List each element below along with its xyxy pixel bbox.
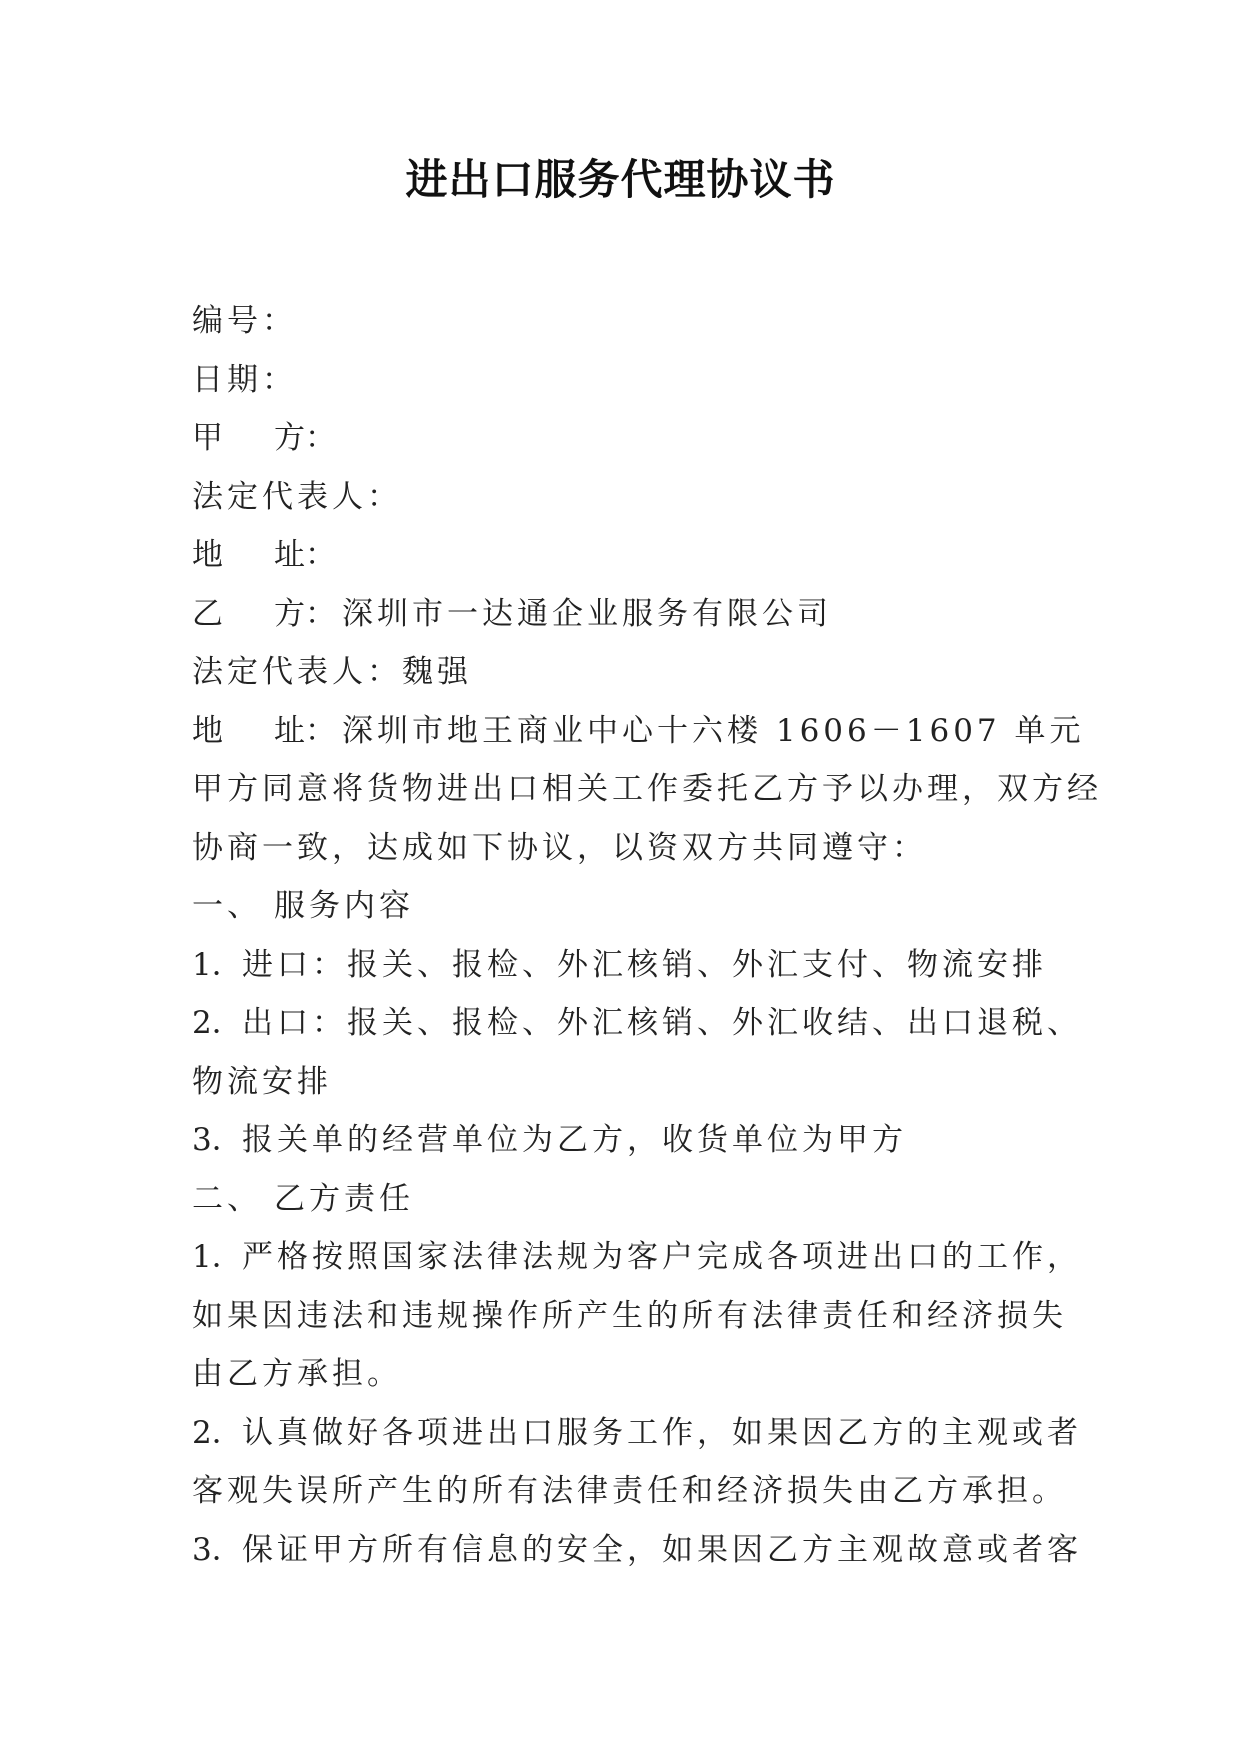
section-1-heading <box>192 877 1062 936</box>
section-2-item-2: 2．认真做好各项进出口服务工作，如果因乙方的主观或者 <box>192 1414 1082 1451</box>
section-1-item-2: 2．出口：报关、报检、外汇核销、外汇收结、出口退税、 <box>192 1005 1082 1041</box>
party-b-address: 深圳市地王商业中心十六楼 1606－1607 单元 <box>342 712 1085 749</box>
section-2-item-1-continued: 由乙方承担。 <box>192 1356 402 1392</box>
party-b-name: 深圳市一达通企业服务有限公司 <box>342 595 832 632</box>
section-2-item-1: 1．严格按照国家法律法规为客户完成各项进出口的工作， <box>192 1239 1082 1275</box>
section-1-number: 一、 <box>192 888 262 924</box>
section-1-item-3: 3．报关单的经营单位为乙方，收货单位为甲方 <box>192 1122 907 1158</box>
party-b-label: 乙 方： <box>192 595 336 632</box>
section-1-title: 服务内容 <box>274 888 414 924</box>
number-field <box>192 292 1062 351</box>
party-b-rep-name: 魏强 <box>402 654 472 690</box>
section-1-item-1: 1．进口：报关、报检、外汇核销、外汇支付、物流安排 <box>192 946 1047 983</box>
preamble-line: 协商一致，达成如下协议，以资双方共同遵守： <box>192 829 927 866</box>
date-field <box>192 351 1062 410</box>
section-2-title: 乙方责任 <box>274 1180 414 1217</box>
party-a-rep-field <box>192 468 1062 527</box>
party-b-address-label: 地 址： <box>192 712 336 749</box>
party-a-label: 甲 方： <box>192 420 336 456</box>
party-b-field <box>192 585 1062 644</box>
party-a-rep-label: 法定代表人： <box>192 478 402 515</box>
section-2-heading <box>192 1170 1062 1229</box>
party-b-rep-label: 法定代表人： <box>192 654 402 690</box>
party-a-field <box>192 409 1062 468</box>
party-b-address-field <box>192 702 1085 761</box>
section-2-item-1-continued: 如果因违法和违规操作所产生的所有法律责任和经济损失 <box>192 1297 1067 1334</box>
document-title: 进出口服务代理协议书 <box>405 155 836 204</box>
number-label: 编号： <box>192 303 297 339</box>
party-b-rep-field <box>192 643 1062 702</box>
party-a-address-label: 地 址： <box>192 537 336 573</box>
section-2-item-3: 3．保证甲方所有信息的安全，如果因乙方主观故意或者客 <box>192 1531 1082 1568</box>
section-1-item-2-continued: 物流安排 <box>192 1063 332 1100</box>
document-body <box>192 292 1102 1579</box>
date-label: 日期： <box>192 361 297 398</box>
preamble-line: 甲方同意将货物进出口相关工作委托乙方予以办理，双方经 <box>192 771 1102 807</box>
section-2-item-2-continued: 客观失误所产生的所有法律责任和经济损失由乙方承担。 <box>192 1473 1067 1509</box>
party-a-address-field <box>192 526 1062 585</box>
section-2-number: 二、 <box>192 1180 262 1217</box>
